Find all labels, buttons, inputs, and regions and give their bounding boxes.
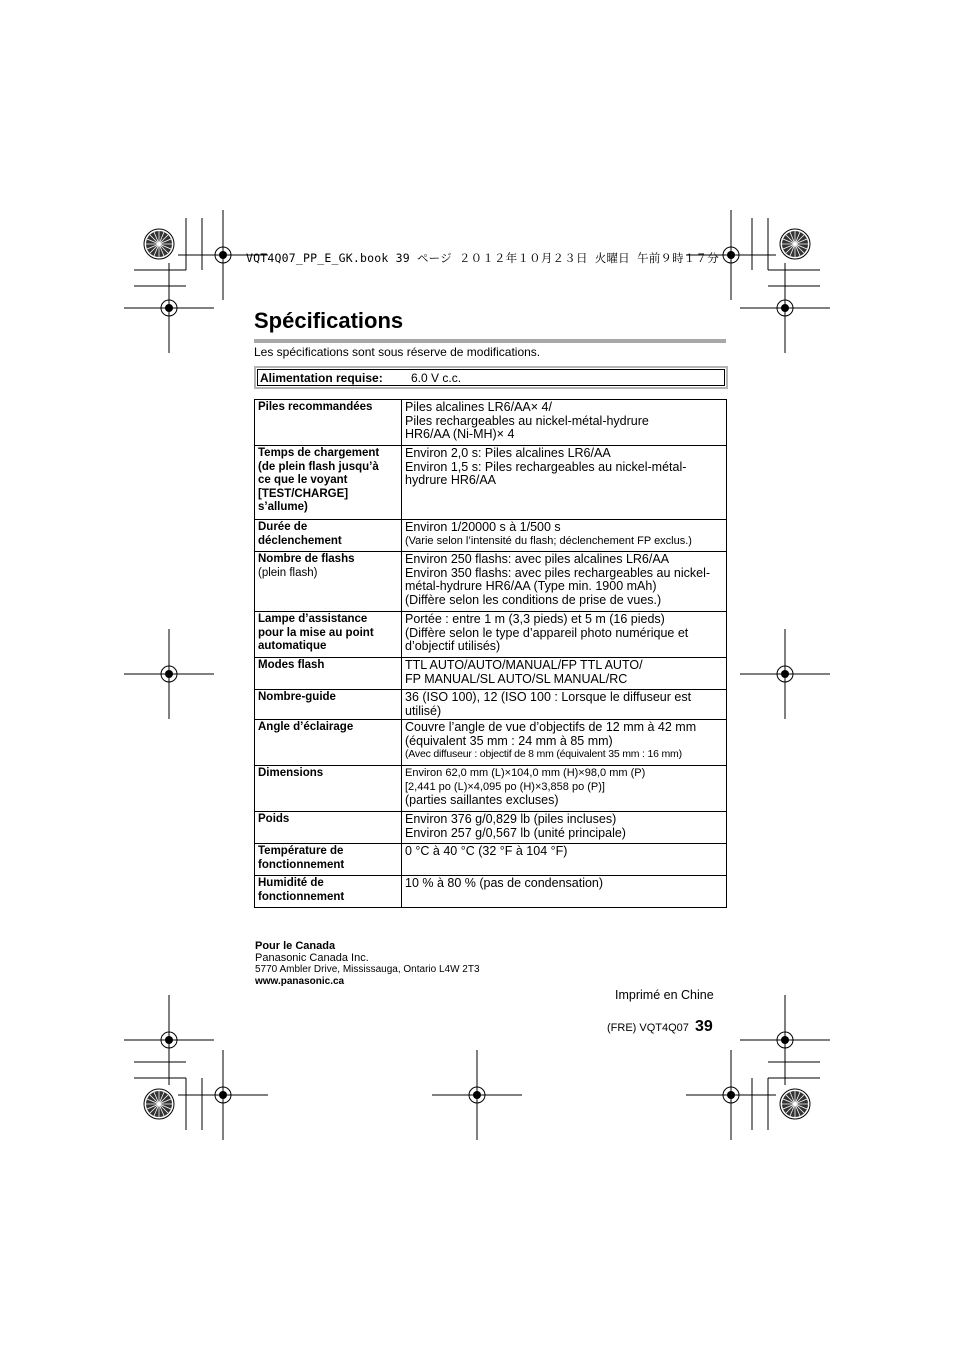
canada-info <box>255 940 480 988</box>
label-line: Température de <box>258 845 344 857</box>
spec-line: Environ 350 flashs: avec piles rechargeables au nickel- <box>405 565 711 580</box>
label-line: fonctionnement <box>258 890 345 903</box>
power-label: Alimentation requise: <box>260 371 383 385</box>
spec-value <box>402 446 727 520</box>
table-row <box>255 876 727 908</box>
spec-value <box>402 658 727 690</box>
label-line: Humidité de <box>258 877 324 889</box>
spec-line: Piles alcalines LR6/AA× 4/ <box>405 400 552 414</box>
title-rule <box>254 339 726 343</box>
spec-label <box>255 612 402 658</box>
table-row <box>255 446 727 520</box>
spec-line: métal-hydrure HR6/AA (Type min. 1900 mAh) <box>405 579 657 593</box>
spec-label <box>255 446 402 520</box>
spec-line: (Avec diffuseur : objectif de 8 mm (équivalent 35 mm : 16 mm) <box>405 748 682 760</box>
spec-line: Environ 62,0 mm (L)×104,0 mm (H)×98,0 mm (P) <box>405 767 646 779</box>
spec-label <box>255 552 402 612</box>
label-line: s’allume) <box>258 501 308 513</box>
spec-label: Modes flash <box>255 658 402 690</box>
label-line: Temps de chargement <box>258 447 380 459</box>
label-line: Nombre de flashs <box>258 553 355 565</box>
spec-line: TTL AUTO/AUTO/MANUAL/FP TTL AUTO/ <box>405 658 643 672</box>
spec-line: d’objectif utilisés) <box>405 639 501 653</box>
spec-value: 36 (ISO 100), 12 (ISO 100 : Lorsque le diffuseur est utilisé) <box>402 690 727 720</box>
label-line: Lampe d’assistance <box>258 613 368 625</box>
spec-line: FP MANUAL/SL AUTO/SL MANUAL/RC <box>405 671 628 686</box>
page-footer <box>607 1018 713 1036</box>
spec-value <box>402 812 727 844</box>
spec-line: Environ 376 g/0,829 lb (piles incluses) <box>405 812 617 826</box>
table-row <box>255 766 727 812</box>
label-line: automatique <box>258 640 327 652</box>
spec-line: Couvre l’angle de vue d’objectifs de 12 mm à 42 mm <box>405 720 697 734</box>
label-line: (de plein flash jusqu’à <box>258 460 379 473</box>
power-value: 6.0 V c.c. <box>411 371 462 385</box>
table-row <box>255 658 727 690</box>
spec-value <box>402 552 727 612</box>
spec-line: Environ 1/20000 s à 1/500 s <box>405 520 561 534</box>
company-website: www.panasonic.ca <box>255 976 345 987</box>
table-row <box>255 812 727 844</box>
company-name: Panasonic Canada Inc. <box>255 952 369 964</box>
label-line: Durée de <box>258 521 308 533</box>
label-line: pour la mise au point <box>258 626 374 639</box>
table-row <box>255 690 727 720</box>
table-row <box>255 844 727 876</box>
spec-line: hydrure HR6/AA <box>405 473 497 487</box>
spec-line: (Diffère selon les conditions de prise de vues.) <box>405 592 662 607</box>
document-code: (FRE) VQT4Q07 <box>607 1022 689 1034</box>
spec-label <box>255 876 402 908</box>
spec-line: Environ 1,5 s: Piles rechargeables au nickel-métal- <box>405 459 687 474</box>
spec-line: Environ 2,0 s: Piles alcalines LR6/AA <box>405 446 611 460</box>
label-subline: (plein flash) <box>258 566 318 579</box>
spec-label <box>255 520 402 552</box>
spec-line: (Diffère selon le type d’appareil photo numérique et <box>405 625 689 640</box>
intro-text: Les spécifications sont sous réserve de modifications. <box>254 345 541 359</box>
spec-line: Portée : entre 1 m (3,3 pieds) et 5 m (16 pieds) <box>405 612 665 626</box>
spec-value: 10 % à 80 % (pas de condensation) <box>402 876 727 908</box>
label-line: [TEST/CHARGE] <box>258 487 349 500</box>
canada-heading: Pour le Canada <box>255 940 336 952</box>
label-line: ce que le voyant <box>258 474 348 486</box>
spec-label: Nombre-guide <box>255 690 402 720</box>
spec-table <box>254 399 727 908</box>
table-row <box>255 520 727 552</box>
table-row <box>255 720 727 766</box>
spec-value <box>402 520 727 552</box>
spec-value <box>402 400 727 446</box>
page-title: Spécifications <box>254 308 404 333</box>
spec-line: (équivalent 35 mm : 24 mm à 85 mm) <box>405 733 613 748</box>
company-address: 5770 Ambler Drive, Mississauga, Ontario L4W 2T3 <box>255 964 480 975</box>
spec-line: Piles rechargeables au nickel-métal-hydrure <box>405 413 649 428</box>
page-number: 39 <box>694 1018 713 1035</box>
spec-line: (parties saillantes excluses) <box>405 793 559 807</box>
spec-label: Piles recommandées <box>255 400 402 446</box>
table-row <box>255 612 727 658</box>
spec-value <box>402 720 727 766</box>
power-box <box>254 366 728 389</box>
label-line: déclenchement <box>258 534 342 547</box>
spec-line: [2,441 po (L)×4,095 po (H)×3,858 po (P)] <box>405 780 605 793</box>
registration-star-top-left <box>144 229 174 259</box>
spec-label <box>255 844 402 876</box>
spec-line: HR6/AA (Ni-MH)× 4 <box>405 427 515 441</box>
table-row <box>255 400 727 446</box>
spec-value: 0 °C à 40 °C (32 °F à 104 °F) <box>402 844 727 876</box>
spec-label: Dimensions <box>255 766 402 812</box>
label-line: fonctionnement <box>258 858 345 871</box>
spec-line: (Varie selon l’intensité du flash; déclenchement FP exclus.) <box>405 534 692 547</box>
spec-label: Poids <box>255 812 402 844</box>
spec-line: Environ 257 g/0,567 lb (unité principale) <box>405 825 626 840</box>
spec-value <box>402 766 727 812</box>
spec-label: Angle d’éclairage <box>255 720 402 766</box>
spec-line: Environ 250 flashs: avec piles alcalines LR6/AA <box>405 552 670 566</box>
print-header: VQT4Q07_PP_E_GK.book 39 ページ ２０１２年１０月２３日 火曜日 午前９時１７分 <box>246 251 719 265</box>
spec-value <box>402 612 727 658</box>
printed-in: Imprimé en Chine <box>615 988 714 1002</box>
table-row <box>255 552 727 612</box>
